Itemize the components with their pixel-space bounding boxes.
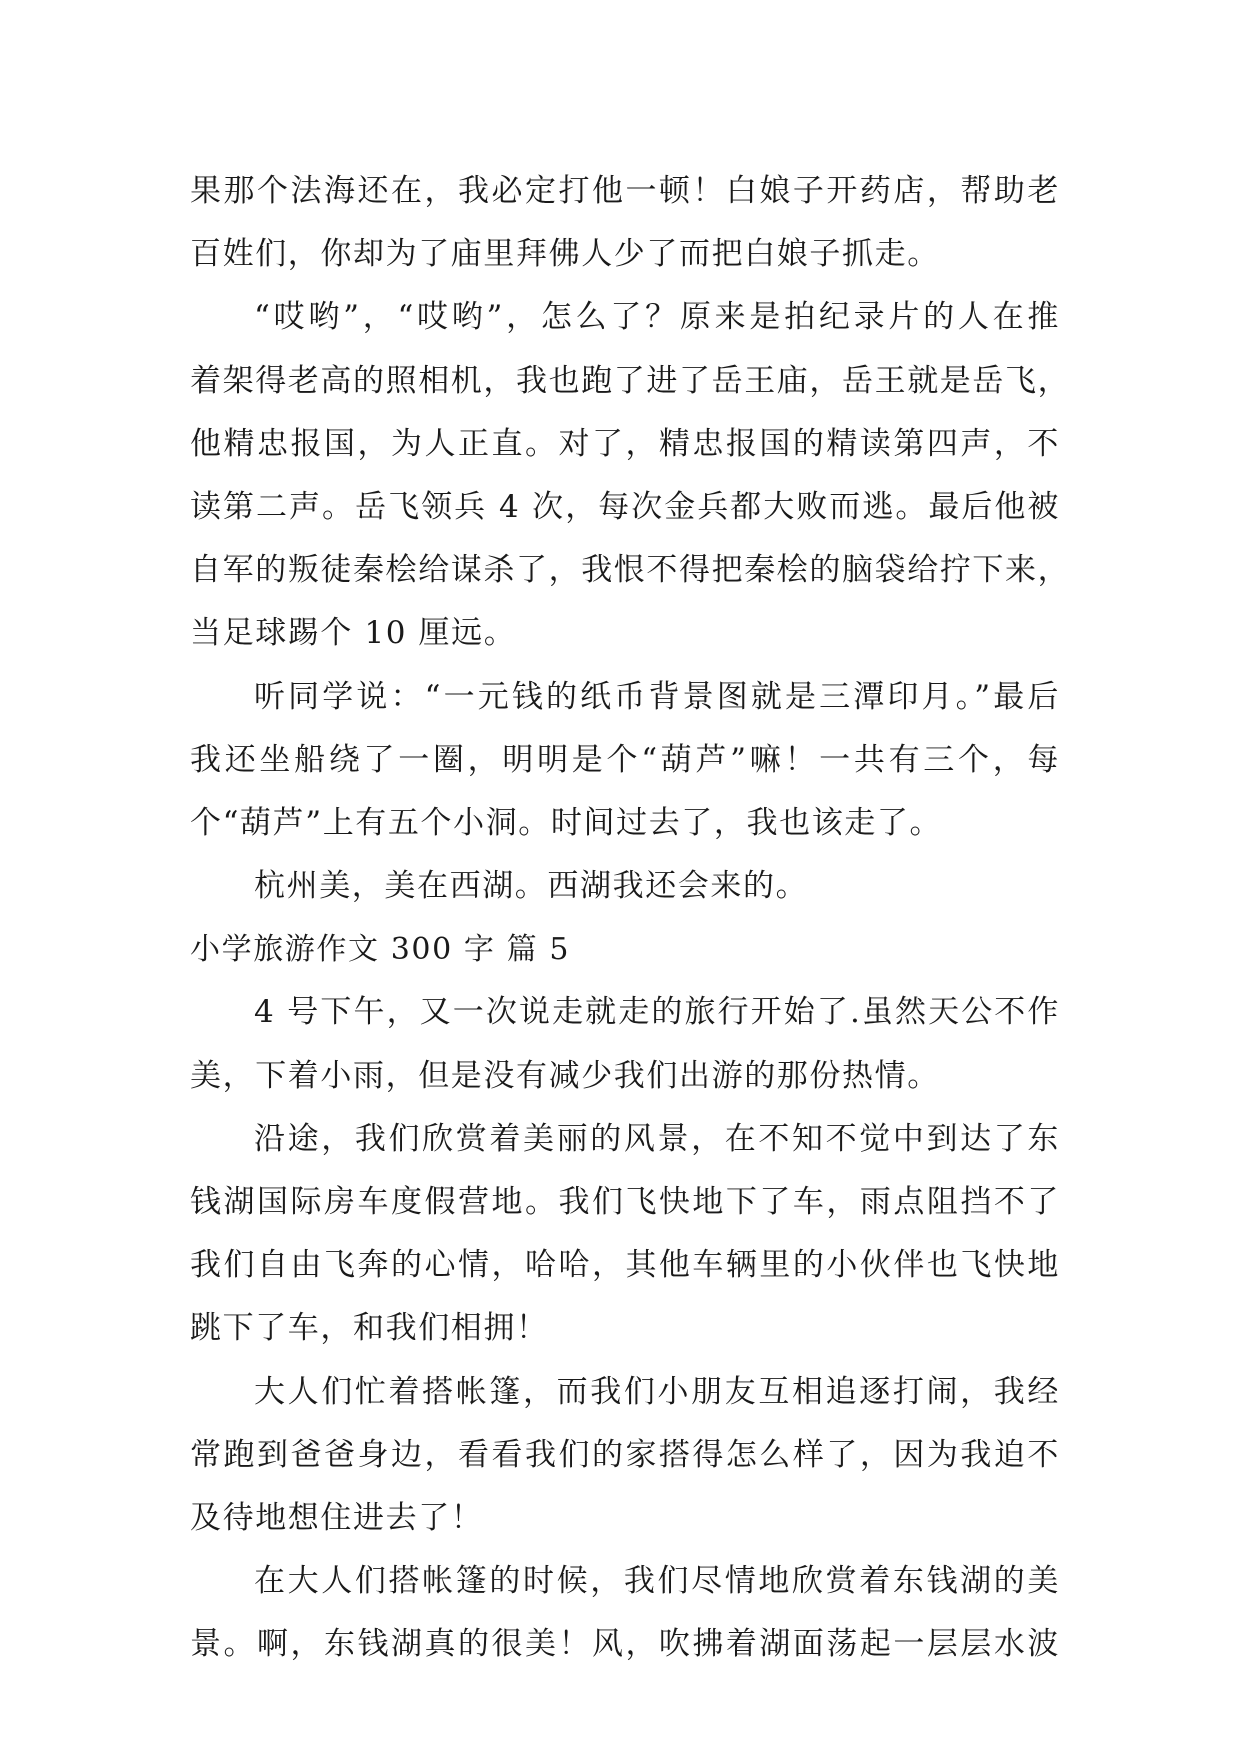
- paragraph-line: 在大人们搭帐篷的时候，我们尽情地欣赏着东钱湖的美: [254, 1563, 1060, 1600]
- paragraph-line: 自军的叛徒秦桧给谋杀了，我恨不得把秦桧的脑袋给拧下来，: [190, 552, 1071, 589]
- paragraph-line: 杭州美，美在西湖。西湖我还会来的。: [254, 868, 809, 905]
- paragraph-line: 常跑到爸爸身边，看看我们的家搭得怎么样了，因为我迫不: [190, 1436, 1060, 1473]
- paragraph-line: 读第二声。岳飞领兵 4 次，每次金兵都大败而逃。最后他被: [190, 488, 1060, 525]
- paragraph-line: 景。啊，东钱湖真的很美！风，吹拂着湖面荡起一层层水波: [190, 1626, 1060, 1663]
- paragraph-line: 大人们忙着搭帐篷，而我们小朋友互相追逐打闹，我经: [254, 1373, 1060, 1410]
- paragraph-line: 着架得老高的照相机，我也跑了进了岳王庙，岳王就是岳飞，: [190, 362, 1071, 399]
- paragraph-line: 美，下着小雨，但是没有减少我们出游的那份热情。: [190, 1057, 940, 1094]
- section-heading: 小学旅游作文 300 字 篇 5: [190, 932, 571, 968]
- paragraph-line: 我们自由飞奔的心情，哈哈，其他车辆里的小伙伴也飞快地: [190, 1247, 1060, 1284]
- paragraph-line: 4 号下午，又一次说走就走的旅行开始了.虽然天公不作: [254, 994, 1060, 1031]
- paragraph-line: 个“葫芦”上有五个小洞。时间过去了，我也该走了。: [190, 804, 943, 841]
- paragraph-line: 跳下了车，和我们相拥！: [190, 1310, 549, 1347]
- paragraph-line: 果那个法海还在，我必定打他一顿！白娘子开药店，帮助老: [190, 173, 1060, 209]
- paragraph-line: 他精忠报国，为人正直。对了，精忠报国的精读第四声，不: [190, 425, 1060, 462]
- paragraph-line: 沿途，我们欣赏着美丽的风景，在不知不觉中到达了东: [254, 1120, 1060, 1157]
- paragraph-line: “哎哟”，“哎哟”，怎么了？原来是拍纪录片的人在推: [254, 299, 1060, 336]
- paragraph-line: 当足球踢个 10 厘远。: [190, 615, 517, 652]
- paragraph-line: 我还坐船绕了一圈，明明是个“葫芦”嘛！一共有三个，每: [190, 741, 1060, 778]
- article-body: [190, 160, 1071, 1677]
- paragraph-line: 及待地想住进去了！: [190, 1499, 484, 1536]
- paragraph-line: 钱湖国际房车度假营地。我们飞快地下了车，雨点阻挡不了: [190, 1184, 1060, 1220]
- paragraph-line: 百姓们，你却为了庙里拜佛人少了而把白娘子抓走。: [190, 236, 940, 273]
- paragraph-line: 听同学说：“一元钱的纸币背景图就是三潭印月。”最后: [254, 678, 1060, 715]
